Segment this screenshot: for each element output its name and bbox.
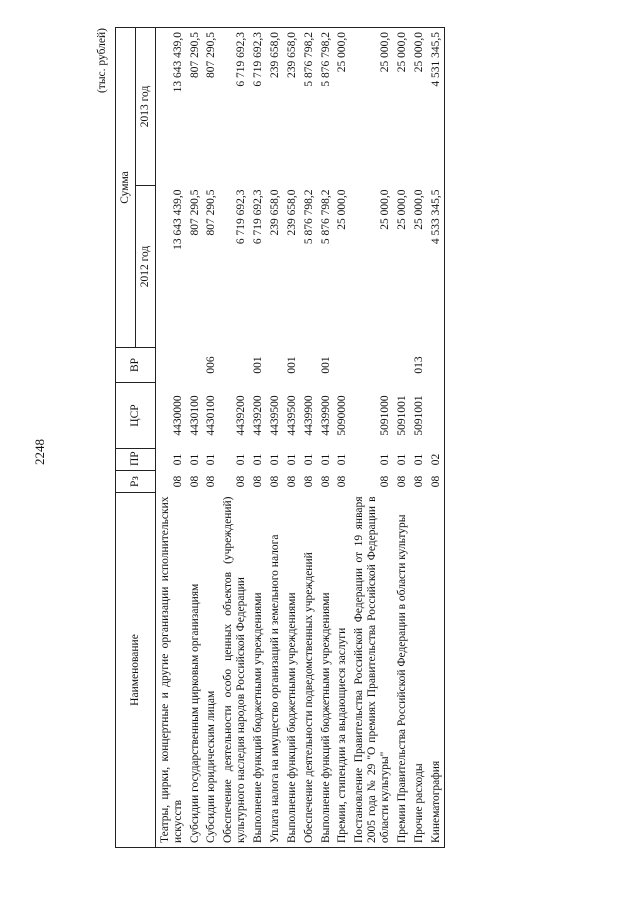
row-rz: 08 — [319, 475, 332, 488]
row-sum-2012: 25 000,0 — [395, 189, 408, 230]
row-vr — [300, 348, 317, 383]
row-vr — [266, 348, 283, 383]
row-csr: 5091001 — [412, 395, 425, 436]
row-sum-2012: 25 000,0 — [412, 189, 425, 230]
units-note: (тыс. рублей) — [96, 28, 108, 94]
row-name: Прочие расходы — [410, 493, 427, 848]
row-sum-2013: 239 658,0 — [283, 27, 300, 185]
table-row — [283, 27, 300, 847]
row-csr: 4430000 — [171, 395, 184, 436]
row-csr: 5090000 — [336, 395, 349, 436]
table-row — [202, 27, 219, 847]
row-vr: 013 — [412, 356, 425, 374]
row-csr: 4439900 — [319, 395, 332, 436]
row-sum-2012: 807 290,5 — [205, 189, 218, 236]
row-sum-2013: 25 000,0 — [333, 27, 350, 185]
row-name: Театры, цирки, концертные и другие организации исполнительских искусств — [155, 493, 185, 848]
budget-table — [115, 27, 445, 848]
row-csr: 4439500 — [268, 395, 281, 436]
row-pr: 01 — [252, 453, 264, 466]
row-sum-2012: 6 719 692,3 — [235, 189, 248, 245]
table-row — [317, 27, 334, 847]
row-name: Субсидии юридическим лицам — [202, 493, 219, 848]
row-sum-2012: 13 643 439,0 — [171, 189, 184, 250]
row-vr: 006 — [205, 356, 218, 374]
row-rz: 08 — [285, 475, 298, 488]
row-vr — [186, 348, 203, 383]
row-vr — [393, 348, 410, 383]
row-vr — [219, 348, 249, 383]
row-csr: 4439500 — [285, 395, 298, 436]
table-row — [333, 27, 350, 847]
row-name: Выполнение функций бюджетными учреждениями — [283, 493, 300, 848]
table-row — [427, 27, 444, 847]
row-pr: 01 — [188, 453, 201, 466]
row-sum-2012: 25 000,0 — [336, 189, 349, 230]
row-pr: 01 — [235, 453, 248, 466]
header-rz: Рз — [116, 471, 156, 493]
row-sum-2013: 6 719 692,3 — [249, 27, 266, 185]
row-sum-2012: 5 876 798,2 — [319, 189, 332, 245]
header-sum: Сумма — [116, 27, 136, 347]
table-row — [393, 27, 410, 847]
row-vr — [333, 348, 350, 383]
row-csr — [427, 383, 444, 449]
row-sum-2013: 5 876 798,2 — [317, 27, 334, 185]
row-sum-2013: 4 531 345,5 — [427, 27, 444, 185]
row-pr: 01 — [395, 453, 408, 466]
row-name: Премии Правительства Российской Федерации в области культуры — [393, 493, 410, 848]
row-rz: 08 — [379, 475, 391, 488]
row-csr: 4439200 — [235, 395, 248, 436]
row-pr: 01 — [412, 453, 425, 466]
row-rz: 08 — [188, 475, 201, 488]
row-sum-2012: 25 000,0 — [379, 189, 391, 230]
row-csr: 4430100 — [205, 395, 218, 436]
row-sum-2013: 239 658,0 — [266, 27, 283, 185]
row-name: Выполнение функций бюджетными учреждениями — [317, 493, 334, 848]
row-sum-2013: 807 290,5 — [186, 27, 203, 185]
row-pr: 01 — [171, 453, 184, 466]
row-rz: 08 — [302, 475, 315, 488]
row-sum-2012: 239 658,0 — [268, 189, 281, 236]
row-name: Обеспечение деятельности подведомственных учреждений — [300, 493, 317, 848]
row-vr — [350, 348, 393, 383]
row-pr: 01 — [319, 453, 332, 466]
row-csr: 4430100 — [188, 395, 201, 436]
row-sum-2013: 25 000,0 — [350, 27, 393, 185]
row-sum-2013: 807 290,5 — [202, 27, 219, 185]
row-sum-2013: 5 876 798,2 — [300, 27, 317, 185]
row-pr: 01 — [302, 453, 315, 466]
row-csr: 4439900 — [302, 395, 315, 436]
header-pr: ПР — [116, 449, 156, 471]
row-pr: 01 — [336, 453, 349, 466]
row-sum-2012: 5 876 798,2 — [302, 189, 315, 245]
row-pr: 01 — [285, 453, 298, 466]
row-rz: 08 — [336, 475, 349, 488]
row-name: Постановление Правительства Российской Федерации от 19 января 2005 года № 29 "О премиях Правительства Российской Федерации в области культуры" — [350, 493, 393, 848]
header-vr: ВР — [116, 348, 156, 383]
row-name: Уплата налога на имущество организаций и земельного налога — [266, 493, 283, 848]
row-csr: 4439200 — [252, 395, 264, 436]
row-vr — [427, 348, 444, 383]
row-name: Выполнение функций бюджетными учреждениями — [249, 493, 266, 848]
row-sum-2013: 6 719 692,3 — [219, 27, 249, 185]
header-name: Наименование — [116, 493, 156, 848]
table-row — [300, 27, 317, 847]
table-row — [155, 27, 185, 847]
table-row — [350, 27, 393, 847]
row-name: Субсидии государственным цирковым организациям — [186, 493, 203, 848]
table-row — [249, 27, 266, 847]
row-pr: 02 — [427, 449, 444, 471]
row-rz: 08 — [235, 475, 248, 488]
row-pr: 01 — [205, 453, 218, 466]
row-pr: 01 — [379, 453, 391, 466]
row-name: Обеспечение деятельности особо ценных объектов (учреждений) культурного наследия народов Российской Федерации — [219, 493, 249, 848]
row-vr: 001 — [319, 356, 332, 374]
row-rz: 08 — [171, 475, 184, 488]
table-row — [219, 27, 249, 847]
row-rz: 08 — [205, 475, 218, 488]
rotated-page-content — [96, 28, 596, 848]
row-sum-2012: 6 719 692,3 — [252, 189, 264, 245]
row-vr — [155, 348, 185, 383]
row-sum-2013: 13 643 439,0 — [155, 27, 185, 185]
row-rz: 08 — [252, 475, 264, 488]
row-csr: 5091000 — [379, 395, 391, 436]
row-vr: 001 — [252, 356, 264, 374]
row-name: Премии, стипендии за выдающиеся заслуги — [333, 493, 350, 848]
row-rz: 08 — [268, 475, 281, 488]
row-vr: 001 — [285, 356, 298, 374]
row-sum-2013: 25 000,0 — [410, 27, 427, 185]
header-2012: 2012 год — [135, 186, 155, 348]
table-row — [266, 27, 283, 847]
header-2013: 2013 год — [135, 27, 155, 185]
table-body — [155, 27, 444, 847]
row-rz: 08 — [412, 475, 425, 488]
page-number: 2248 — [32, 439, 47, 465]
row-sum-2012: 239 658,0 — [285, 189, 298, 236]
row-sum-2013: 25 000,0 — [393, 27, 410, 185]
row-rz: 08 — [427, 471, 444, 493]
row-sum-2012: 4 533 345,5 — [427, 186, 444, 348]
row-name: Кинематография — [427, 493, 444, 848]
table-row — [410, 27, 427, 847]
row-rz: 08 — [395, 475, 408, 488]
table-row — [186, 27, 203, 847]
row-sum-2012: 807 290,5 — [188, 189, 201, 236]
row-pr: 01 — [268, 453, 281, 466]
table-header — [116, 27, 156, 847]
header-csr: ЦСР — [116, 383, 156, 449]
row-csr: 5091001 — [395, 395, 408, 436]
